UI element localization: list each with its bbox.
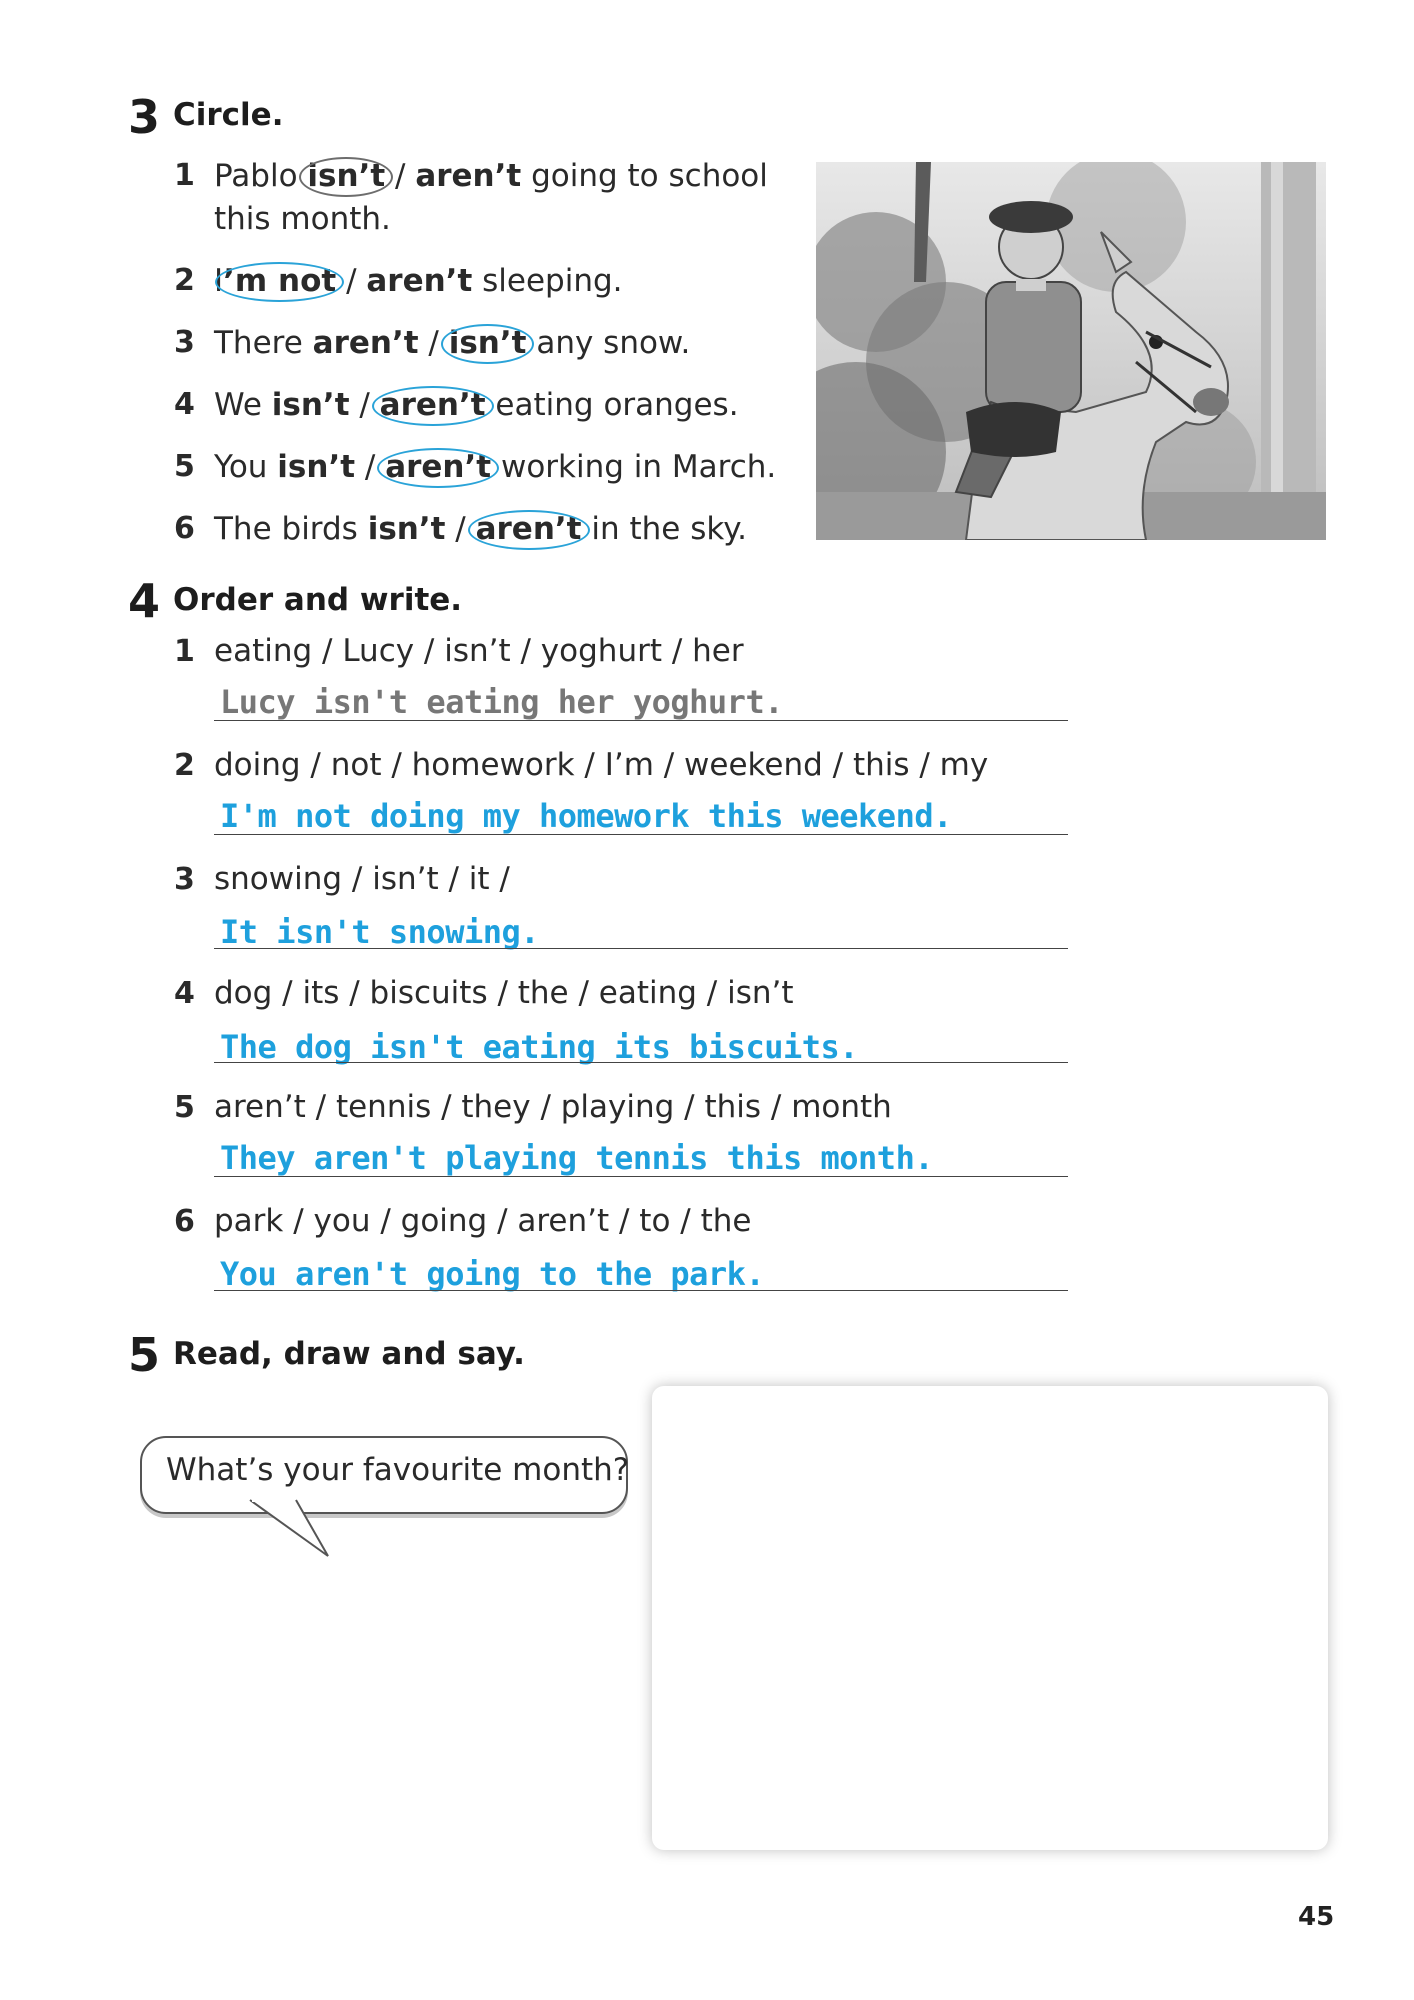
ex4-item-6-answer: You aren't going to the park. <box>220 1255 765 1293</box>
exercise-5-number: 5 <box>128 1328 161 1382</box>
exercise-3-title: Circle. <box>173 97 284 133</box>
ex3-item-4-sep: / <box>349 387 380 423</box>
ex3-item-6-number: 6 <box>174 511 195 546</box>
exercise-4-number: 4 <box>128 574 161 628</box>
ex3-item-1-before: Pablo <box>214 158 308 194</box>
ex4-item-4-answer: The dog isn't eating its biscuits. <box>220 1028 859 1066</box>
ex3-item-3-after: any snow. <box>526 325 691 361</box>
ex3-item-3-sentence <box>214 322 690 364</box>
exercise-4-title: Order and write. <box>173 582 463 618</box>
ex3-item-2-sentence <box>214 260 623 302</box>
ex4-item-1-answer: Lucy isn't eating her yoghurt. <box>220 683 783 721</box>
horse-rider-image <box>816 162 1326 540</box>
ex3-item-2-before: I <box>214 263 224 299</box>
ex3-item-5-option-circled[interactable] <box>385 446 491 488</box>
ex4-item-2-answer: I'm not doing my homework this weekend. <box>220 797 952 835</box>
ex3-item-4-sentence <box>214 384 739 426</box>
ex3-item-1-line2: this month. <box>214 201 391 237</box>
ex3-item-2-number: 2 <box>174 263 195 298</box>
ex3-item-4-option-circled[interactable] <box>380 384 486 426</box>
ex4-item-2-prompt: doing / not / homework / I’m / weekend / this / my <box>214 747 989 783</box>
page-number: 45 <box>1298 1902 1335 1932</box>
exercise-5-title: Read, draw and say. <box>173 1336 525 1372</box>
ex3-item-1-sep: / <box>385 158 416 194</box>
ex3-item-1-option-circled[interactable] <box>307 155 385 197</box>
ex3-item-2-opt2[interactable]: aren’t <box>366 263 473 299</box>
ex4-item-3-answer-line[interactable] <box>214 948 1068 949</box>
ex3-item-5-sep: / <box>355 449 386 485</box>
photo-boy-on-horse <box>816 162 1326 540</box>
ex3-item-6-before: The birds <box>214 511 368 547</box>
speech-bubble-text: What’s your favourite month? <box>166 1452 630 1488</box>
ex4-item-6-number: 6 <box>174 1204 195 1239</box>
ex4-item-4-answer-line[interactable] <box>214 1062 1068 1063</box>
ex3-item-1-opt1: isn’t <box>307 158 386 194</box>
ex4-item-3-prompt: snowing / isn’t / it / <box>214 861 510 897</box>
ex3-item-2-opt1: ’m not <box>223 263 337 299</box>
ex4-item-5-answer: They aren't playing tennis this month. <box>220 1139 934 1177</box>
ex3-item-2-sep: / <box>336 263 367 299</box>
ex3-item-3-number: 3 <box>174 325 195 360</box>
ex3-item-6-option-circled[interactable] <box>476 508 582 550</box>
ex3-item-4-after: eating oranges. <box>485 387 739 423</box>
ex4-item-5-prompt: aren’t / tennis / they / playing / this / month <box>214 1089 892 1125</box>
ex3-item-3-opt2: isn’t <box>448 325 527 361</box>
ex3-item-4-opt1[interactable]: isn’t <box>271 387 350 423</box>
exercise-3-number: 3 <box>128 90 161 144</box>
ex4-item-2-number: 2 <box>174 748 195 783</box>
ex3-item-5-after: working in March. <box>491 449 777 485</box>
ex3-item-5-sentence <box>214 446 776 488</box>
ex3-item-2-option-circled[interactable] <box>223 260 336 302</box>
ex3-item-6-opt1[interactable]: isn’t <box>367 511 446 547</box>
ex4-item-1-prompt: eating / Lucy / isn’t / yoghurt / her <box>214 633 744 669</box>
ex3-item-1-sentence <box>214 155 768 197</box>
ex4-item-5-number: 5 <box>174 1090 195 1125</box>
ex4-item-5-answer-line[interactable] <box>214 1176 1068 1177</box>
ex3-item-1-after: going to school <box>521 158 768 194</box>
ex3-item-3-before: There <box>214 325 313 361</box>
ex3-item-5-opt1[interactable]: isn’t <box>277 449 356 485</box>
ex3-item-6-opt2: aren’t <box>475 511 582 547</box>
ex3-item-1-opt2[interactable]: aren’t <box>415 158 522 194</box>
ex4-item-6-prompt: park / you / going / aren’t / to / the <box>214 1203 752 1239</box>
ex3-item-6-after: in the sky. <box>581 511 747 547</box>
ex3-item-3-sep: / <box>418 325 449 361</box>
ex3-item-2-after: sleeping. <box>472 263 623 299</box>
ex4-item-3-number: 3 <box>174 862 195 897</box>
ex3-item-4-before: We <box>214 387 272 423</box>
ex3-item-5-opt2: aren’t <box>385 449 492 485</box>
ex3-item-6-sentence <box>214 508 747 550</box>
ex3-item-5-number: 5 <box>174 449 195 484</box>
ex4-item-4-prompt: dog / its / biscuits / the / eating / isn’t <box>214 975 794 1011</box>
speech-bubble-tail <box>240 1496 340 1560</box>
ex4-item-2-answer-line[interactable] <box>214 834 1068 835</box>
ex4-item-1-answer-line[interactable] <box>214 720 1068 721</box>
ex3-item-4-opt2: aren’t <box>379 387 486 423</box>
ex4-item-1-number: 1 <box>174 634 195 669</box>
ex3-item-5-before: You <box>214 449 278 485</box>
ex4-item-4-number: 4 <box>174 976 195 1011</box>
ex3-item-3-option-circled[interactable] <box>449 322 527 364</box>
ex3-item-6-sep: / <box>445 511 476 547</box>
ex4-item-3-answer: It isn't snowing. <box>220 913 540 951</box>
ex4-item-6-answer-line[interactable] <box>214 1290 1068 1291</box>
ex3-item-4-number: 4 <box>174 387 195 422</box>
ex3-item-3-opt1[interactable]: aren’t <box>312 325 419 361</box>
drawing-area[interactable] <box>652 1386 1328 1850</box>
ex3-item-1-number: 1 <box>174 158 195 193</box>
